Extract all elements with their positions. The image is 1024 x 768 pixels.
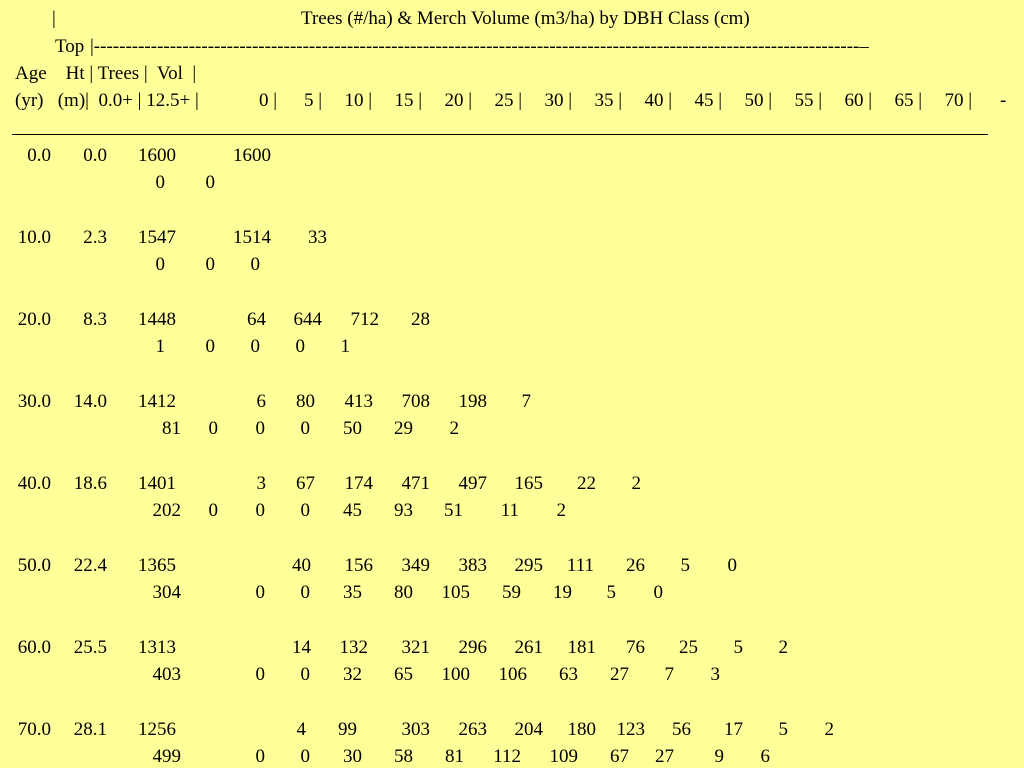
trees-dbh-cell: 296: [458, 637, 487, 658]
trees-dbh-cell: 17: [724, 719, 743, 740]
volume-dbh-cell: 0: [208, 500, 218, 521]
dbh-class-header: 45 |: [694, 90, 722, 111]
trees-dbh-cell: 644: [293, 309, 322, 330]
trees-dbh-cell: 181: [567, 637, 596, 658]
trees-dbh-cell: 67: [296, 473, 315, 494]
height-cell: 8.3: [83, 309, 107, 330]
dbh-class-header: 5 |: [303, 90, 322, 111]
volume-total-cell: 499: [152, 746, 181, 767]
volume-dbh-cell: 0: [205, 254, 215, 275]
trees-dbh-cell: 174: [344, 473, 373, 494]
volume-dbh-cell: 112: [493, 746, 521, 767]
age-cell: 20.0: [17, 309, 51, 330]
volume-dbh-cell: 0: [300, 582, 310, 603]
volume-dbh-cell: 0: [208, 418, 218, 439]
trees-total-cell: 1412: [138, 391, 176, 412]
volume-dbh-cell: 80: [394, 582, 413, 603]
volume-dbh-cell: 105: [441, 582, 470, 603]
dbh-class-header: 60 |: [844, 90, 872, 111]
volume-dbh-cell: 100: [441, 664, 470, 685]
trees-dbh-cell: 132: [339, 637, 368, 658]
trees-dbh-cell: 26: [626, 555, 645, 576]
trees-dbh-cell: 3: [256, 473, 266, 494]
trees-total-cell: 1448: [138, 309, 176, 330]
trees-dbh-cell: 156: [344, 555, 373, 576]
trees-dbh-cell: 14: [292, 637, 311, 658]
volume-dbh-cell: 0: [300, 664, 310, 685]
trees-dbh-cell: 708: [401, 391, 430, 412]
volume-dbh-cell: 1: [340, 336, 350, 357]
volume-dbh-cell: 0: [155, 254, 165, 275]
trees-dbh-cell: 712: [350, 309, 379, 330]
volume-dbh-cell: 0: [155, 172, 165, 193]
height-cell: 18.6: [73, 473, 107, 494]
volume-dbh-cell: 7: [664, 664, 674, 685]
report-title: Trees (#/ha) & Merch Volume (m3/ha) by DBH Class (cm): [301, 8, 750, 29]
height-cell: 14.0: [73, 391, 107, 412]
volume-dbh-cell: 51: [444, 500, 463, 521]
trees-dbh-cell: 0: [727, 555, 737, 576]
volume-dbh-cell: 0: [255, 418, 265, 439]
trees-dbh-cell: 295: [514, 555, 543, 576]
volume-dbh-cell: 11: [500, 500, 519, 521]
volume-dbh-cell: 0: [205, 172, 215, 193]
top-label: Top: [55, 36, 85, 57]
volume-dbh-cell: 19: [553, 582, 572, 603]
height-cell: 22.4: [73, 555, 107, 576]
trees-dbh-cell: 180: [567, 719, 596, 740]
trees-dbh-cell: 5: [778, 719, 788, 740]
trees-dbh-cell: 303: [401, 719, 430, 740]
height-cell: 2.3: [83, 227, 107, 248]
trees-dbh-cell: 5: [733, 637, 743, 658]
volume-total-cell: 403: [152, 664, 181, 685]
volume-dbh-cell: 93: [394, 500, 413, 521]
age-cell: 70.0: [17, 719, 51, 740]
volume-dbh-cell: 63: [559, 664, 578, 685]
dbh-class-header: 30 |: [544, 90, 572, 111]
trees-dbh-cell: 2: [631, 473, 641, 494]
trees-dbh-cell: 497: [458, 473, 487, 494]
volume-dbh-cell: 65: [394, 664, 413, 685]
volume-dbh-cell: 5: [606, 582, 616, 603]
height-cell: 0.0: [83, 145, 107, 166]
volume-dbh-cell: 2: [449, 418, 459, 439]
dbh-class-header: 25 |: [494, 90, 522, 111]
trees-dbh-cell: 25: [679, 637, 698, 658]
volume-dbh-cell: 67: [610, 746, 629, 767]
volume-dbh-cell: 0: [295, 336, 305, 357]
trees-dbh-cell: 2: [824, 719, 834, 740]
volume-dbh-cell: 6: [760, 746, 770, 767]
trees-dbh-cell: 99: [338, 719, 357, 740]
volume-dbh-cell: 3: [710, 664, 720, 685]
trees-dbh-cell: 111: [566, 555, 594, 576]
trees-dbh-cell: 56: [672, 719, 691, 740]
volume-dbh-cell: 58: [394, 746, 413, 767]
trees-dbh-cell: 7: [521, 391, 531, 412]
age-cell: 0.0: [27, 145, 51, 166]
dbh-class-header: -: [1000, 90, 1007, 111]
trees-total-cell: 1547: [138, 227, 176, 248]
volume-dbh-cell: 0: [205, 336, 215, 357]
trees-dbh-cell: 261: [514, 637, 543, 658]
volume-dbh-cell: 50: [343, 418, 362, 439]
trees-dbh-cell: 123: [616, 719, 645, 740]
trees-dbh-cell: 198: [458, 391, 487, 412]
trees-dbh-cell: 76: [626, 637, 645, 658]
trees-dbh-cell: 471: [401, 473, 430, 494]
trees-total-cell: 1313: [138, 637, 176, 658]
volume-dbh-cell: 32: [343, 664, 362, 685]
trees-dbh-cell: 204: [514, 719, 543, 740]
volume-total-cell: 81: [162, 418, 181, 439]
trees-dbh-cell: 22: [577, 473, 596, 494]
volume-dbh-cell: 59: [502, 582, 521, 603]
dbh-class-header: 10 |: [344, 90, 372, 111]
volume-dbh-cell: 0: [300, 746, 310, 767]
trees-dbh-cell: 6: [256, 391, 266, 412]
trees-dbh-cell: 263: [458, 719, 487, 740]
dbh-class-header: 70 |: [944, 90, 972, 111]
trees-dbh-cell: 2: [778, 637, 788, 658]
volume-dbh-cell: 35: [343, 582, 362, 603]
volume-dbh-cell: 0: [250, 336, 260, 357]
volume-dbh-cell: 0: [300, 500, 310, 521]
volume-dbh-cell: 29: [394, 418, 413, 439]
age-cell: 40.0: [17, 473, 51, 494]
volume-dbh-cell: 0: [255, 582, 265, 603]
header-underline: [12, 134, 988, 135]
trees-dbh-cell: 64: [247, 309, 266, 330]
trees-dbh-cell: 321: [401, 637, 430, 658]
height-cell: 28.1: [73, 719, 107, 740]
trees-dbh-cell: 33: [308, 227, 327, 248]
trees-dbh-cell: 4: [296, 719, 306, 740]
dbh-class-header: 50 |: [744, 90, 772, 111]
volume-dbh-cell: 30: [343, 746, 362, 767]
age-cell: 30.0: [17, 391, 51, 412]
dbh-class-header: 40 |: [644, 90, 672, 111]
trees-dbh-cell: 5: [680, 555, 690, 576]
trees-dbh-cell: 413: [344, 391, 373, 412]
column-header-row2: (yr) (m)| 0.0+ | 12.5+ |: [15, 90, 199, 111]
column-header-row1: Age Ht | Trees | Vol |: [15, 63, 197, 84]
trees-total-cell: 1365: [138, 555, 176, 576]
dbh-class-header: 55 |: [794, 90, 822, 111]
volume-dbh-cell: 0: [250, 254, 260, 275]
age-cell: 60.0: [17, 637, 51, 658]
volume-dbh-cell: 1: [155, 336, 165, 357]
trees-total-cell: 1256: [138, 719, 176, 740]
volume-dbh-cell: 0: [255, 500, 265, 521]
volume-dbh-cell: 81: [445, 746, 464, 767]
trees-dbh-cell: 1514: [233, 227, 271, 248]
trees-dbh-cell: 349: [401, 555, 430, 576]
dbh-class-header: 65 |: [894, 90, 922, 111]
dbh-class-header: 20 |: [444, 90, 472, 111]
age-cell: 50.0: [17, 555, 51, 576]
volume-total-cell: 202: [152, 500, 181, 521]
volume-total-cell: 304: [152, 582, 181, 603]
volume-dbh-cell: 2: [556, 500, 566, 521]
trees-dbh-cell: 383: [458, 555, 487, 576]
volume-dbh-cell: 27: [655, 746, 674, 767]
height-cell: 25.5: [73, 637, 107, 658]
trees-total-cell: 1600: [138, 145, 176, 166]
header-pipe: |: [52, 8, 56, 29]
top-dash-rule: |-------------------------------------------------------------------------------------------------------------------------–: [90, 36, 869, 57]
volume-dbh-cell: 27: [610, 664, 629, 685]
trees-total-cell: 1401: [138, 473, 176, 494]
age-cell: 10.0: [17, 227, 51, 248]
trees-dbh-cell: 28: [411, 309, 430, 330]
trees-dbh-cell: 80: [296, 391, 315, 412]
dbh-class-header: 15 |: [394, 90, 422, 111]
volume-dbh-cell: 0: [300, 418, 310, 439]
dbh-class-header: 0 |: [258, 90, 277, 111]
trees-dbh-cell: 40: [292, 555, 311, 576]
volume-dbh-cell: 9: [714, 746, 724, 767]
volume-dbh-cell: 0: [255, 664, 265, 685]
dbh-class-header: 35 |: [594, 90, 622, 111]
trees-dbh-cell: 1600: [233, 145, 271, 166]
trees-dbh-cell: 165: [514, 473, 543, 494]
volume-dbh-cell: 106: [498, 664, 527, 685]
volume-dbh-cell: 109: [549, 746, 578, 767]
volume-dbh-cell: 0: [653, 582, 663, 603]
volume-dbh-cell: 45: [343, 500, 362, 521]
volume-dbh-cell: 0: [255, 746, 265, 767]
